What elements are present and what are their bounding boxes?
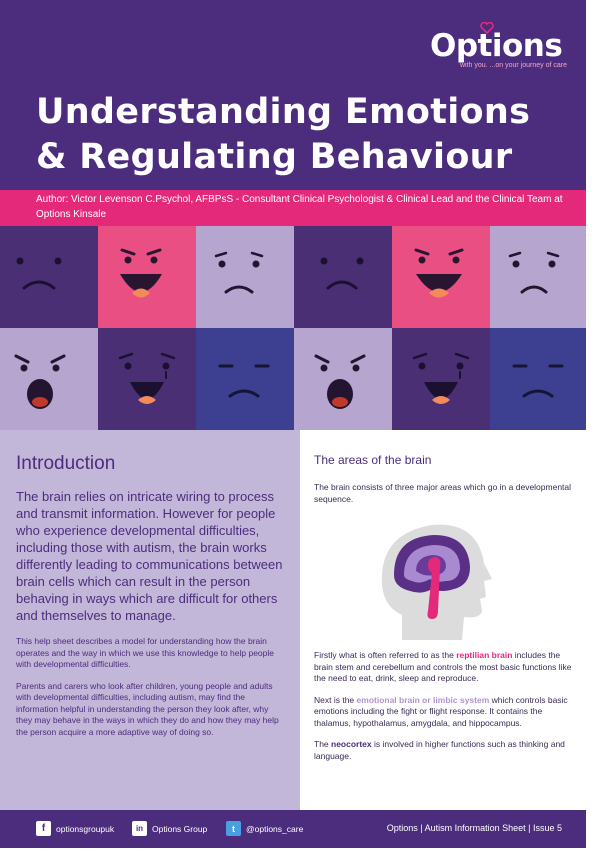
introduction-paragraph-1: This help sheet describes a model for understanding how the brain operates and the way in which we use this knowledge to help people with developmental difficulties. bbox=[16, 636, 275, 669]
limbic-post: which controls basic emotions including the fight or flight response. It contains the thalamus, hypothalamus, amygdala, and hippocampus. bbox=[314, 694, 568, 728]
linkedin-handle: Options Group bbox=[152, 823, 208, 834]
worried-face-tile bbox=[196, 226, 294, 328]
brain-intro-paragraph: The brain consists of three major areas which go in a developmental sequence. bbox=[314, 482, 572, 504]
limbic-pre: Next is the bbox=[314, 694, 357, 705]
reptilian-brain-highlight: reptilian brain bbox=[456, 650, 513, 660]
linkedin-link[interactable] bbox=[132, 821, 207, 836]
options-logo bbox=[430, 22, 595, 74]
introduction-panel bbox=[0, 430, 300, 810]
limbic-system-highlight: emotional brain or limbic system bbox=[356, 694, 490, 705]
reptilian-post: includes the brain stem and cerebellum and controls the most basic functions like the need to eat, drink, sleep and reproduce. bbox=[314, 650, 572, 683]
introduction-lead: The brain relies on intricate wiring to process and transmit information. However for people who experience developmental difficulties, including those with autism, the brain works differently leading to communications between brain cells which can result in the person behaving in ways which are difficult for others and themselves to manage. bbox=[16, 489, 283, 623]
footer-issue-info: Options | Autism Information Sheet | Issue 5 bbox=[386, 823, 562, 833]
happy-face-tile bbox=[392, 226, 490, 328]
footer-bar bbox=[0, 810, 586, 848]
logo-tagline: with you. ...on your journey of care bbox=[460, 62, 567, 69]
crying-face-tile bbox=[98, 328, 196, 430]
facebook-icon: f bbox=[36, 821, 51, 836]
reptilian-pre: Firstly what is often referred to as the bbox=[314, 650, 457, 660]
limbic-system-paragraph bbox=[314, 695, 572, 730]
page-edge bbox=[586, 0, 601, 857]
title-line-1: Understanding Emotions bbox=[36, 92, 531, 132]
logo-wordmark: Options bbox=[430, 28, 563, 64]
author-strip: Author: Victor Levenson C.Psychol, AFBPsS - Consultant Clinical Psychologist & Clinical Lead and the Clinical Team at Options Kinsale bbox=[0, 190, 586, 226]
twitter-link[interactable] bbox=[226, 821, 303, 836]
neocortex-post: is involved in higher functions such as thinking and language. bbox=[314, 739, 565, 761]
sad-face-tile bbox=[294, 226, 392, 328]
angry-face-tile bbox=[0, 328, 98, 430]
emotion-faces-grid bbox=[0, 226, 586, 430]
brain-head-illustration bbox=[372, 515, 502, 645]
worried-face-tile bbox=[490, 226, 586, 328]
angry-face-tile bbox=[294, 328, 392, 430]
neocortex-highlight: neocortex bbox=[331, 739, 372, 749]
neocortex-paragraph bbox=[314, 739, 572, 762]
sad-face-tile bbox=[0, 226, 98, 328]
title-line-2: & Regulating Behaviour bbox=[36, 137, 513, 177]
facebook-handle: optionsgroupuk bbox=[56, 823, 115, 834]
reptilian-brain-paragraph bbox=[314, 650, 572, 685]
brain-areas-heading: The areas of the brain bbox=[314, 453, 432, 467]
neutral-face-tile bbox=[490, 328, 586, 430]
brain-areas-panel bbox=[300, 430, 586, 810]
header-banner bbox=[0, 0, 601, 190]
twitter-icon: t bbox=[226, 821, 241, 836]
page-title bbox=[36, 90, 556, 180]
neutral-face-tile bbox=[196, 328, 294, 430]
introduction-heading: Introduction bbox=[16, 453, 116, 474]
facebook-link[interactable] bbox=[36, 821, 114, 836]
introduction-paragraph-2: Parents and carers who look after children, young people and adults with developmental difficulties, including autism, may find the information helpful in understanding the person they look after, why they may behave in the ways in which they do and how they may help the person acquire a more adaptive way of doing so. bbox=[16, 680, 279, 737]
twitter-handle: @options_care bbox=[246, 823, 304, 834]
crying-face-tile bbox=[392, 328, 490, 430]
linkedin-icon: in bbox=[132, 821, 147, 836]
happy-face-tile bbox=[98, 226, 196, 328]
neocortex-pre: The bbox=[314, 739, 332, 749]
